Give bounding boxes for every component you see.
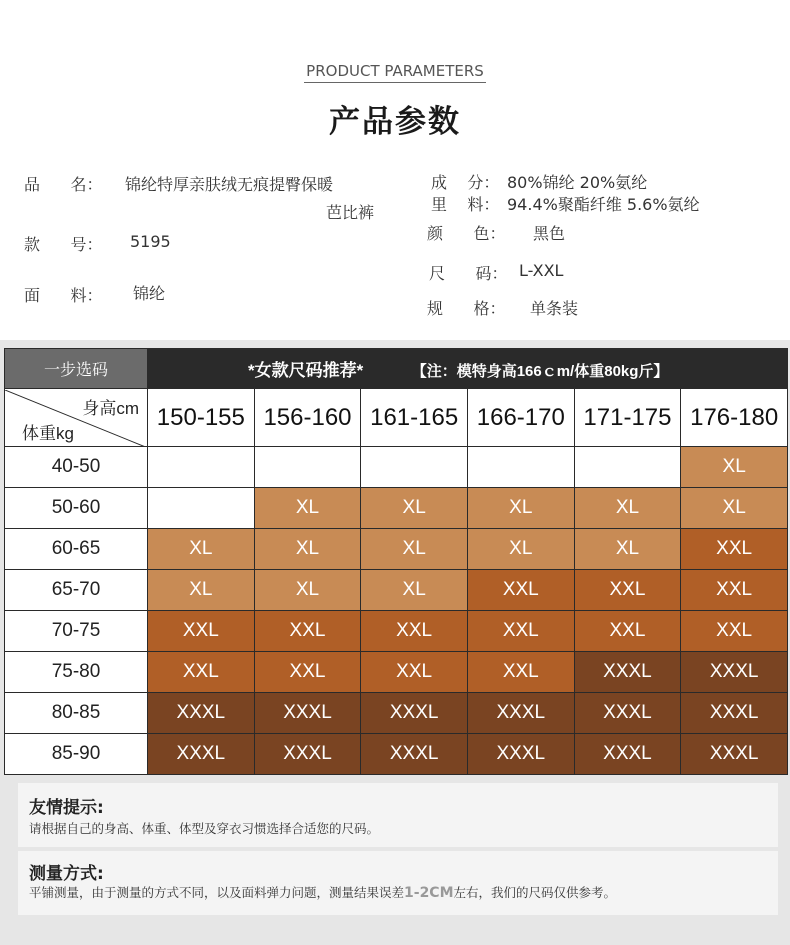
spec-name-value: 锦纶特厚亲肤绒无痕提臀保暖 bbox=[125, 175, 334, 194]
height-range-header: 176-180 bbox=[681, 389, 788, 447]
table-title: *女款尺码推荐* bbox=[248, 361, 364, 380]
size-cell: XXXL bbox=[681, 652, 788, 693]
table-row bbox=[5, 570, 788, 611]
size-cell: XXL bbox=[254, 611, 361, 652]
size-cell: XXXL bbox=[681, 734, 788, 775]
spec-composition-label: 成 分： bbox=[431, 173, 500, 192]
size-cell: XXXL bbox=[254, 734, 361, 775]
height-axis-label: 身高cm bbox=[82, 398, 139, 418]
measure-box bbox=[18, 851, 778, 915]
size-cell: XL bbox=[148, 570, 255, 611]
spec-style-value: 5195 bbox=[130, 232, 171, 251]
size-cell: XXL bbox=[574, 611, 681, 652]
height-range-header: 150-155 bbox=[148, 389, 255, 447]
size-cell: XXXL bbox=[467, 734, 574, 775]
weight-range-cell: 65-70 bbox=[5, 570, 148, 611]
size-cell: XL bbox=[361, 570, 468, 611]
size-cell: XXXL bbox=[574, 693, 681, 734]
empty-size-cell bbox=[361, 447, 468, 488]
spec-color-value: 黑色 bbox=[533, 224, 566, 243]
spec-spec-value: 单条装 bbox=[530, 299, 579, 318]
spec-lining-value: 94.4%聚酯纤维 5.6%氨纶 bbox=[507, 195, 700, 214]
size-cell: XL bbox=[681, 488, 788, 529]
height-header-row bbox=[5, 389, 788, 447]
height-range-header: 156-160 bbox=[254, 389, 361, 447]
size-cell: XXXL bbox=[361, 734, 468, 775]
height-range-header: 161-165 bbox=[361, 389, 468, 447]
size-cell: XL bbox=[254, 488, 361, 529]
empty-size-cell bbox=[254, 447, 361, 488]
spec-size-value: L-XXL bbox=[519, 261, 564, 280]
table-row bbox=[5, 529, 788, 570]
size-cell: XXL bbox=[254, 652, 361, 693]
size-cell: XL bbox=[574, 488, 681, 529]
empty-size-cell bbox=[148, 488, 255, 529]
weight-range-cell: 40-50 bbox=[5, 447, 148, 488]
weight-range-cell: 85-90 bbox=[5, 734, 148, 775]
step-label: 一步选码 bbox=[5, 349, 148, 389]
weight-range-cell: 70-75 bbox=[5, 611, 148, 652]
size-cell: XL bbox=[361, 488, 468, 529]
size-cell: XL bbox=[467, 529, 574, 570]
spec-style-label: 款 号： bbox=[24, 235, 103, 254]
spec-fabric-value: 锦纶 bbox=[133, 284, 166, 303]
weight-range-cell: 60-65 bbox=[5, 529, 148, 570]
spec-fabric-label: 面 料： bbox=[24, 286, 103, 305]
weight-range-cell: 80-85 bbox=[5, 693, 148, 734]
size-cell: XL bbox=[574, 529, 681, 570]
size-cell: XXL bbox=[574, 570, 681, 611]
spec-spec-label: 规 格： bbox=[427, 299, 506, 318]
model-note: 【注：模特身高166ｃm/体重80kg斤】 bbox=[411, 363, 669, 380]
size-cell: XL bbox=[254, 529, 361, 570]
size-cell: XXXL bbox=[148, 734, 255, 775]
empty-size-cell bbox=[148, 447, 255, 488]
table-row bbox=[5, 652, 788, 693]
size-cell: XXXL bbox=[467, 693, 574, 734]
size-cell: XXL bbox=[361, 611, 468, 652]
measure-highlight: 1-2CM bbox=[404, 885, 454, 901]
table-title-row bbox=[5, 349, 788, 389]
size-cell: XXL bbox=[467, 570, 574, 611]
height-range-header: 166-170 bbox=[467, 389, 574, 447]
size-cell: XL bbox=[681, 447, 788, 488]
size-cell: XXL bbox=[681, 529, 788, 570]
size-cell: XXXL bbox=[254, 693, 361, 734]
empty-size-cell bbox=[467, 447, 574, 488]
weight-range-cell: 75-80 bbox=[5, 652, 148, 693]
table-row bbox=[5, 734, 788, 775]
tips-title: 友情提示: bbox=[29, 798, 104, 818]
empty-size-cell bbox=[574, 447, 681, 488]
size-cell: XL bbox=[361, 529, 468, 570]
spec-size-label: 尺 码： bbox=[429, 264, 508, 283]
size-cell: XXXL bbox=[681, 693, 788, 734]
size-cell: XL bbox=[467, 488, 574, 529]
size-cell: XXL bbox=[361, 652, 468, 693]
spec-lining-label: 里 料： bbox=[431, 195, 500, 214]
section-title-en: PRODUCT PARAMETERS bbox=[0, 62, 790, 80]
size-cell: XXL bbox=[681, 611, 788, 652]
size-cell: XL bbox=[148, 529, 255, 570]
weight-axis-label: 体重kg bbox=[22, 423, 74, 443]
size-cell: XXXL bbox=[574, 652, 681, 693]
size-cell: XXL bbox=[148, 652, 255, 693]
size-cell: XXL bbox=[148, 611, 255, 652]
size-cell: XXL bbox=[467, 611, 574, 652]
size-cell: XXL bbox=[681, 570, 788, 611]
tips-box bbox=[18, 783, 778, 847]
table-row bbox=[5, 447, 788, 488]
size-cell: XL bbox=[254, 570, 361, 611]
section-title-cn: 产品参数 bbox=[329, 104, 461, 140]
table-row bbox=[5, 488, 788, 529]
table-row bbox=[5, 611, 788, 652]
size-cell: XXL bbox=[467, 652, 574, 693]
spec-name-value-2: 芭比裤 bbox=[326, 203, 375, 222]
height-range-header: 171-175 bbox=[574, 389, 681, 447]
spec-composition-value: 80%锦纶 20%氨纶 bbox=[507, 173, 648, 192]
measure-title: 测量方式: bbox=[29, 864, 104, 884]
size-cell: XXXL bbox=[361, 693, 468, 734]
tips-body: 请根据自己的身高、体重、体型及穿衣习惯选择合适您的尺码。 bbox=[29, 821, 380, 836]
table-title-cell bbox=[148, 349, 788, 389]
table-row bbox=[5, 693, 788, 734]
corner-cell bbox=[5, 389, 148, 447]
size-chart-table bbox=[4, 348, 788, 775]
spec-color-label: 颜 色： bbox=[427, 224, 506, 243]
measure-body: 平铺测量，由于测量的方式不同，以及面料弹力问题，测量结果误差1-2CM左右，我们的尺码仅供参考。 bbox=[29, 885, 617, 901]
size-cell: XXXL bbox=[574, 734, 681, 775]
size-cell: XXXL bbox=[148, 693, 255, 734]
weight-range-cell: 50-60 bbox=[5, 488, 148, 529]
spec-name-label: 品 名： bbox=[24, 175, 103, 194]
